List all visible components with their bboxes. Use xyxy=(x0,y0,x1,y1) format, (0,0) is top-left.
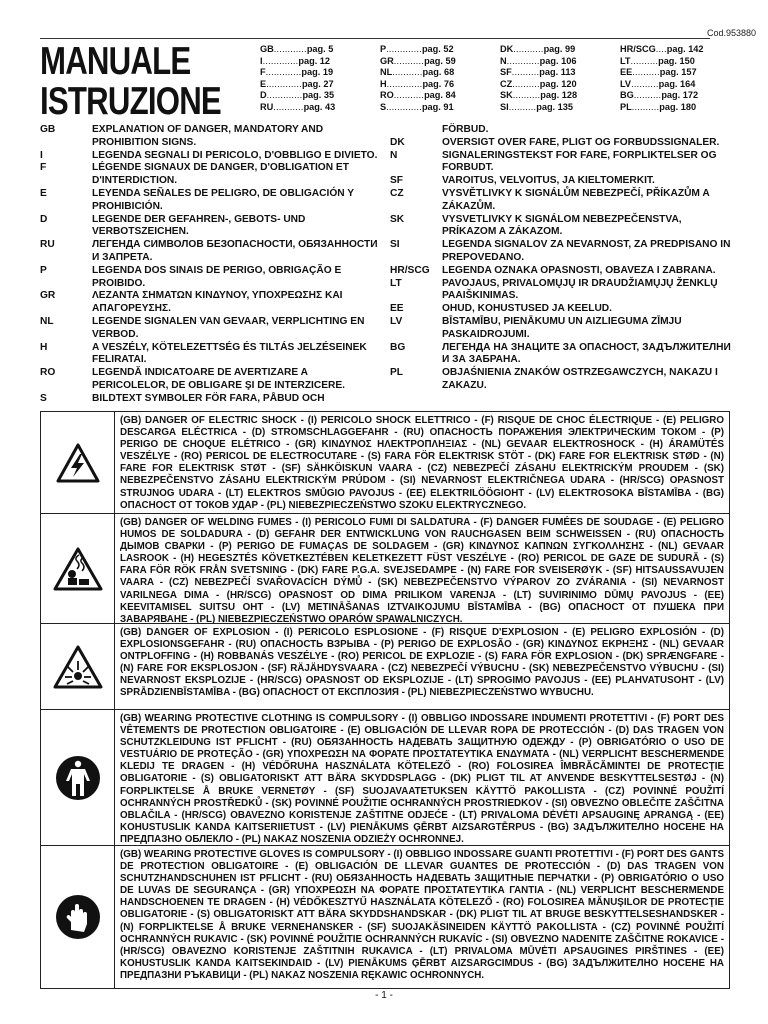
toc-language: PL xyxy=(620,101,632,112)
legend-entry xyxy=(390,239,735,265)
toc-entry xyxy=(500,90,618,102)
toc-language: CZ xyxy=(500,78,513,89)
legend-language-code: GR xyxy=(40,290,56,302)
toc-leader: ............. xyxy=(265,67,302,78)
explosion-warning-icon xyxy=(41,624,115,709)
toc-entry xyxy=(380,79,498,91)
legend-text: VAROITUS, VELVOITUS, JA KIELTOMERKIT. xyxy=(442,175,655,187)
toc-page: pag. 12 xyxy=(298,55,331,66)
toc-language: EE xyxy=(620,67,633,78)
legend-text: A VESZÉLY, KÖTELEZETTSÉG ÉS TILTÁS JELZÉSEINEK FELIRATAI. xyxy=(92,341,367,366)
toc-entry xyxy=(620,90,736,102)
legend-language-code: E xyxy=(40,187,47,199)
toc-entry xyxy=(260,90,378,102)
toc-language: LT xyxy=(620,55,631,66)
toc-column xyxy=(620,44,736,114)
legend-language-code: HR/SCG xyxy=(390,264,430,276)
sign-row-clothing xyxy=(41,710,729,846)
toc-language: I xyxy=(260,55,263,66)
toc-column xyxy=(380,44,498,114)
title-line-1: MANUALE xyxy=(40,40,191,83)
sign-row-explosion xyxy=(41,624,729,710)
sign-row-fumes xyxy=(41,514,729,624)
legend-text: PAVOJAUS, PRIVALOMŲJŲ IR DRAUDŽIAMŲJŲ ŽENKLŲ PAAIŠKINIMAS. xyxy=(442,277,718,302)
toc-column xyxy=(260,44,378,114)
legend-entry xyxy=(40,188,380,214)
legend-entry xyxy=(40,124,380,150)
document-code: Cod.953880 xyxy=(706,28,756,38)
legend-entry xyxy=(390,137,735,150)
legend-text: OVERSIGT OVER FARE, PLIGT OG FORBUDSSIGNALER. xyxy=(442,136,720,148)
toc-leader: .......... xyxy=(512,78,540,89)
table-of-contents xyxy=(260,44,730,114)
legend-language-code: RO xyxy=(40,367,56,379)
toc-entry xyxy=(500,79,618,91)
toc-language: DK xyxy=(500,44,514,54)
toc-language: F xyxy=(260,67,266,78)
toc-page: pag. 99 xyxy=(543,44,576,54)
toc-language: BG xyxy=(620,90,634,101)
legend-entry xyxy=(40,214,380,240)
legend-language-code: LT xyxy=(390,277,402,289)
toc-entry xyxy=(260,79,378,91)
legend-language-code: EE xyxy=(390,303,404,315)
legend-entry xyxy=(40,265,380,291)
toc-leader: ............. xyxy=(386,44,422,54)
legend-language-code: LV xyxy=(390,315,403,327)
legend-language-code: DK xyxy=(390,136,405,148)
toc-language: SI xyxy=(500,101,509,112)
header-rule xyxy=(40,38,710,39)
legend-right-column xyxy=(390,124,735,393)
toc-entry xyxy=(260,102,378,114)
toc-language: NL xyxy=(380,67,393,78)
safety-signs-table xyxy=(40,411,730,989)
toc-language: GB xyxy=(260,44,274,54)
toc-language: E xyxy=(260,78,267,89)
legend-text: LEGENDA OZNAKA OPASNOSTI, OBAVEZA I ZABRANA. xyxy=(442,264,716,276)
legend-text: ΛΕΖΑΝΤΑ ΣΗΜΑΤΩΝ ΚΙΝΔΥΝΟΥ, ΥΠΟΧΡΕΩΣΗΣ ΚΑΙ ΑΠΑΓΟΡΕΥΣΗΣ. xyxy=(92,290,343,315)
legend-entry xyxy=(40,393,380,406)
legend-language-code: F xyxy=(40,162,47,174)
toc-leader: ........... xyxy=(393,55,425,66)
toc-entry xyxy=(260,44,378,56)
toc-leader: ........... xyxy=(513,44,544,54)
legend-text: LEGENDA SEGNALI DI PERICOLO, D'OBBLIGO E DIVIETO. xyxy=(92,149,378,161)
toc-page: pag. 91 xyxy=(421,101,454,112)
legend-language-code: H xyxy=(40,341,48,353)
toc-page: pag. 150 xyxy=(658,55,695,66)
legend-text: ЛЕГЕНДА СИМВОЛОВ БЕЗОПАСНОСТИ, ОБЯЗАННОСТИ И ЗАПРЕТА. xyxy=(92,239,378,263)
toc-leader: .... xyxy=(655,44,667,54)
legend-entry xyxy=(390,124,735,137)
legend-text: VYSVETLIVKY K SIGNÁLOM NEBEZPEČENSTVA, PRÍKAZOM A ZÁKAZOM. xyxy=(442,213,682,238)
toc-page: pag. 120 xyxy=(539,78,577,89)
toc-leader: ............. xyxy=(386,101,422,112)
welding-fumes-warning-icon xyxy=(41,514,115,623)
legend-language-code: CZ xyxy=(390,187,404,199)
legend-left-column xyxy=(40,124,380,406)
toc-entry xyxy=(620,67,736,79)
toc-language: LV xyxy=(620,78,632,89)
legend-text: LEGENDE DER GEFAHREN-, GEBOTS- UND VERBOTSZEICHEN. xyxy=(92,213,306,238)
sign-row-gloves xyxy=(41,846,729,988)
legend-text: LEGENDĂ INDICATOARE DE AVERTIZARE A PERICOLELOR, DE OBLIGARE ŞI DE INTERZICERE. xyxy=(92,367,346,391)
toc-language: SF xyxy=(500,67,512,78)
legend-text: LEYENDA SEÑALES DE PELIGRO, DE OBLIGACIÓN Y PROHIBICIÓN. xyxy=(92,187,354,212)
legend-language-code: NL xyxy=(40,315,54,327)
toc-leader: .......... xyxy=(631,78,659,89)
legend-entry xyxy=(390,175,735,188)
toc-leader: .......... xyxy=(511,67,540,78)
toc-language: GR xyxy=(380,55,394,66)
legend-entry xyxy=(390,303,735,316)
legend-entry xyxy=(390,188,735,214)
legend-entry xyxy=(390,316,735,342)
legend-entry xyxy=(390,367,735,393)
toc-page: pag. 113 xyxy=(539,67,576,78)
legend-language-code: PL xyxy=(390,367,404,379)
legend-language-code xyxy=(390,124,442,137)
legend-text: OBJAŚNIENIA ZNAKÓW OSTRZEGAWCZYCH, NAKAZU I ZAKAZU. xyxy=(442,367,718,391)
legend-entry xyxy=(390,342,735,368)
sign-description: (GB) WEARING PROTECTIVE GLOVES IS COMPULSORY - (I) OBBLIGO INDOSSARE GUANTI PROTETTIVI - (F) PORT DES GANTS DE PROTECTION OBLIGATOIRE - (E) OBLIGACIÓN DE LLEVAR GUANTES DE PROTECCIÓN - (D) DAS TRAGEN VON SCHUTZHANDSCHUHEN IST PFLICHT - (RU) ОБЯЗАННОСТЬ НАДЕВАТЬ ЗАЩИТНЫЕ ПЕРЧАТКИ - (P) OBRIGATÓRIO O USO DE LUVAS DE SEGURANÇA - (GR) ΥΠΟΧΡΕΩΣΗ ΝΑ ΦΟΡΑΤΕ ΠΡΟΣΤΑΤΕΥΤΙΚΑ ΓΑΝΤΙΑ - (NL) VERPLICHT BESCHERMENDE HANDSCHOENEN TE DRAGEN - (H) VÉDŐKESZTYŰ HASZNÁLATA KÖTELEZŐ - (RO) FOLOSIREA MĂNUŞILOR DE PROTECŢIE OBLIGATORIE - (S) OBLIGATORISKT ATT BÄRA SKYDDSHANDSKAR - (DK) PLIGT TIL AT BRUGE BESKYTTELSESHANDSKER - (N) FORPLIKTELSE Å BRUKE VERNEHANSKER - (SF) SUOJAKÄSINEIDEN KÄYTTÖ PAKOLLISTA - (CZ) POVINNÉ POUŽITÍ OCHRANNÝCH RUKAVIC - (SK) POVINNÉ POUŽITIE OCHRANNÝCH RUKAVÍC - (SI) OBVEZNO NADENITE ZAŠČITNE ROKAVICE - (HR/SCG) OBAVEZNO KORISTENJE ZAŠTITNIH RUKAVICA - (LT) PRIVALOMA MŪVĖTI APSAUGINES PIRŠTINES - (EE) KOHUSTUSLIK KANDA KAITSEKINDAID - (LV) PIENĀKUMS ĢĒRBT AIZSARGCIMDUS - (BG) ЗАДЪЛЖИТЕЛНО НОСЕНЕ НА ПРЕДПАЗНИ РЪКАВИЦИ - (PL) NAKAZ NOSZENIA RĘKAWIC OCHRONNYCH. xyxy=(120,849,724,981)
toc-leader: .......... xyxy=(512,90,541,101)
electric-shock-warning-icon xyxy=(41,412,115,513)
toc-entry xyxy=(620,102,736,114)
legend-text: LEGENDE SIGNALEN VAN GEVAAR, VERPLICHTING EN VERBOD. xyxy=(92,315,365,340)
legend-language-code: SK xyxy=(390,213,405,225)
toc-page: pag. 59 xyxy=(424,55,456,66)
legend-entry xyxy=(40,290,380,316)
toc-entry xyxy=(500,56,618,68)
toc-entry xyxy=(380,56,498,68)
toc-leader: ........... xyxy=(393,90,425,101)
sign-row-electric xyxy=(41,412,729,514)
toc-leader: ............. xyxy=(266,90,303,101)
toc-language: P xyxy=(380,44,387,54)
toc-leader: .......... xyxy=(630,55,659,66)
legend-entry xyxy=(40,162,380,188)
toc-leader: .......... xyxy=(633,90,662,101)
legend-language-code: SF xyxy=(390,175,404,187)
legend-entry xyxy=(40,342,380,368)
toc-language: N xyxy=(500,55,507,66)
toc-page: pag. 157 xyxy=(659,67,697,78)
toc-column xyxy=(500,44,618,114)
legend-text: LÉGENDE SIGNAUX DE DANGER, D'OBLIGATION ET D'INTERDICTION. xyxy=(92,162,349,187)
toc-page: pag. 84 xyxy=(424,90,456,101)
toc-language: D xyxy=(260,90,267,101)
legend-language-code: SI xyxy=(390,239,400,251)
legend-text: EXPLANATION OF DANGER, MANDATORY AND PROHIBITION SIGNS. xyxy=(92,124,324,148)
legend-language-code: RU xyxy=(40,239,55,251)
legend-text: LEGENDA SIGNALOV ZA NEVARNOST, ZA PREDPISANO IN PREPOVEDANO. xyxy=(442,239,731,263)
toc-page: pag. 142 xyxy=(666,44,704,54)
toc-leader: ............. xyxy=(266,78,302,89)
toc-page: pag. 135 xyxy=(536,101,573,112)
toc-entry xyxy=(500,67,618,79)
toc-leader: .......... xyxy=(631,101,660,112)
toc-leader: .......... xyxy=(508,101,537,112)
toc-page: pag. 68 xyxy=(422,67,455,78)
toc-page: pag. 180 xyxy=(659,101,697,112)
legend-text: ЛЕГЕНДА НА ЗНАЦИТЕ ЗА ОПАСНОСТ, ЗАДЪЛЖИТЕЛНИ И ЗА ЗАБРАНА. xyxy=(442,341,731,366)
toc-entry xyxy=(380,90,498,102)
toc-entry xyxy=(620,56,736,68)
toc-page: pag. 5 xyxy=(306,44,334,54)
legend-entry xyxy=(40,316,380,342)
toc-page: pag. 76 xyxy=(422,78,455,89)
toc-entry xyxy=(380,44,498,56)
toc-page: pag. 172 xyxy=(661,90,699,101)
legend-text: BILDTEXT SYMBOLER FÖR FARA, PÅBUD OCH xyxy=(92,392,325,404)
legend-text: VYSVĚTLIVKY K SIGNÁLŮM NEBEZPEČÍ, PŘÍKAZŮM A ZÁKAZŮM. xyxy=(442,187,710,212)
toc-page: pag. 164 xyxy=(658,78,696,89)
sign-description: (GB) DANGER OF EXPLOSION - (I) PERICOLO ESPLOSIONE - (F) RISQUE D'EXPLOSION - (E) PELIGRO EXPLOSIÓN - (D) EXPLOSIONSGEFAHR - (RU) ОПАСНОСТЬ ВЗРЫВА - (P) PERIGO DE EXPLOSÃO - (GR) ΚΙΝΔΥΝΟΣ ΕΚΡΗΞΗΣ - (NL) GEVAAR ONTPLOFFING - (H) ROBBANÁS VESZÉLYE - (RO) PERICOL DE EXPLOZIE - (S) FARA FÖR EXPLOSION - (DK) SPRÆNGFARE - (N) FARE FOR EKSPLOSJON - (SF) RÄJÄHDYSVAARA - (CZ) NEBEZPEČÍ VÝBUCHU - (SK) NEBEZPEČENSTVO VÝBUCHU - (SI) NEVARNOST EKSPLOZIJE - (HR/SCG) OPASNOST OD EKSPLOZIJE - (LT) SPROGIMO PAVOJUS - (EE) PLAHVATUSOHT - (LV) SPRĀDZIENBĪSTAMĪBA - (BG) ОПАСНОСТ ОТ ЕКСПЛОЗИЯ - (PL) NIEBEZPIECZEŃSTWO WYBUCHU. xyxy=(120,627,724,699)
legend-text: LEGENDA DOS SINAIS DE PERIGO, OBRIGAÇÃO E PROIBIDO. xyxy=(92,264,342,289)
legend-entry xyxy=(40,367,380,393)
toc-entry xyxy=(260,67,378,79)
legend-entry xyxy=(390,150,735,176)
toc-page: pag. 27 xyxy=(301,78,334,89)
toc-entry xyxy=(500,44,618,56)
toc-entry xyxy=(260,56,378,68)
toc-language: S xyxy=(380,101,387,112)
toc-page: pag. 52 xyxy=(421,44,454,54)
legend-entry xyxy=(390,265,735,278)
toc-page: pag. 128 xyxy=(540,90,578,101)
toc-page: pag. 35 xyxy=(302,90,335,101)
toc-page: pag. 106 xyxy=(539,55,577,66)
legend-text: FÖRBUD. xyxy=(442,124,489,135)
page-number: - 1 - xyxy=(375,990,393,1001)
toc-language: RO xyxy=(380,90,394,101)
legend-text: OHUD, KOHUSTUSED JA KEELUD. xyxy=(442,303,612,315)
legend-entry xyxy=(390,278,735,304)
legend-language-code: N xyxy=(390,149,398,161)
toc-entry xyxy=(620,44,736,56)
toc-entry xyxy=(620,79,736,91)
legend-language-code: I xyxy=(40,149,43,161)
toc-leader: ............. xyxy=(386,78,423,89)
toc-leader: ............. xyxy=(262,55,299,66)
sign-description: (GB) WEARING PROTECTIVE CLOTHING IS COMPULSORY - (I) OBBLIGO INDOSSARE INDUMENTI PROTETTIVI - (F) PORT DES VÊTEMENTS DE PROTECTION OBLIGATOIRE - (E) OBLIGACIÓN DE LLEVAR ROPA DE PROTECCIÓN - (D) DAS TRAGEN VON SCHUTZKLEIDUNG IST PFLICHT - (RU) ОБЯЗАННОСТЬ НАДЕВАТЬ ЗАЩИТНУЮ ОДЕЖДУ - (P) OBRIGATÓRIO O USO DE VESTUÁRIO DE PROTEÇÃO - (GR) ΥΠΟΧΡΕΩΣΗ ΝΑ ΦΟΡΑΤΕ ΠΡΟΣΤΑΤΕΥΤΙΚΑ ΕΝΔΥΜΑΤΑ - (NL) VERPLICHT BESCHERMENDE KLEDIJ TE DRAGEN - (H) VÉDŐRUHA HASZNÁLATA KÖTELEZŐ - (RO) FOLOSIREA ÎMBRĂCĂMINTEI DE PROTECŢIE OBLIGATORIE - (S) OBLIGATORISKT ATT BÄRA SKYDDSPLAGG - (DK) PLIGT TIL AT ANVENDE BESKYTTELSESTØJ - (N) FORPLIKTELSE Å BRUKE VERNETØY - (SF) SUOJAVAATETUKSEN KÄYTTÖ PAKOLLISTA - (CZ) POVINNÉ POUŽITÍ OCHRANNÝCH PROSTŘEDKŮ - (SK) POVINNÉ POUŽITIE OCHRANNÝCH PROSTRIEDKOV - (SI) OBVEZNO OBLEČITE ZAŠČITNA OBLAČILA - (HR/SCG) OBAVEZNO KORISTENJE ZAŠTITNE ODJEĆE - (LT) PRIVALOMA DĖVĖTI APSAUGINĘ APRANGĄ - (EE) KOHUSTUSLIK KANDA KAITSERIIETUST - (LV) PIENĀKUMS ĢĒRBT AIZSARGTĒRPUS - (BG) ЗАДЪЛЖИТЕЛНО НОСЕНЕ НА ПРЕДПАЗНО ОБЛЕКЛО - (PL) NAKAZ NOSZENIA ODZIEŻY OCHRONNEJ. xyxy=(120,713,724,845)
sign-description: (GB) DANGER OF WELDING FUMES - (I) PERICOLO FUMI DI SALDATURA - (F) DANGER FUMÉES DE SOUDAGE - (E) PELIGRO HUMOS DE SOLDADURA - (D) GEFAHR DER ENTWICKLUNG VON RAUCHGASEN BEIM SCHWEISSEN - (RU) ОПАСНОСТЬ ДЫМОВ СВАРКИ - (P) PERIGO DE FUMAÇAS DE SOLDAGEM - (GR) ΚΙΝΔΥΝΟΣ ΚΑΠΝΩΝ ΣΥΓΚΟΛΛΗΣΗΣ - (NL) GEVAAR LASROOK - (H) HEGESZTÉS KÖVETKEZTÉBEN KELETKEZETT FÜST VESZÉLYE - (RO) PERICOL DE GAZE DE SUDURĂ - (S) FARA FÖR RÖK FRÅN SVETSNING - (DK) FARE P.G.A. SVEJSEDAMPE - (N) FARE FOR SVEISERØYK - (SF) HITSAUSSAVUJEN VAARA - (CZ) NEBEZPEČÍ SVAŘOVACÍCH DÝMŮ - (SK) NEBEZPEČENSTVO VÝPAROV ZO ZVÁRANIA - (SI) NEVARNOST VARILNEGA DIMA - (HR/SCG) OPASNOST OD DIMA PRILIKOM VARENJA - (LT) SUVIRINIMO DŪMŲ PAVOJUS - (EE) KEEVITAMISEL SUITSU OHT - (LV) METINĀŠANAS IZTVAIKOJUMU BĪSTAMĪBA - (BG) ОПАСНОСТ ОТ ПУШЕКА ПРИ ЗАВАРЯВАНЕ - (PL) NIEBEZPIECZEŃSTWO OPARÓW SPAWALNICZYCH. xyxy=(120,517,724,623)
legend-text: BĪSTAMĪBU, PIENĀKUMU UN AIZLIEGUMA ZĪMJU PASKAIDROJUMI. xyxy=(442,315,682,340)
toc-language: H xyxy=(380,78,387,89)
toc-entry xyxy=(500,102,618,114)
legend-language-code: S xyxy=(40,392,47,404)
toc-entry xyxy=(380,67,498,79)
toc-leader: ........... xyxy=(392,67,423,78)
toc-language: HR/SCG xyxy=(620,44,656,54)
toc-page: pag. 43 xyxy=(303,101,336,112)
toc-leader: ............ xyxy=(506,55,540,66)
legend-language-code: GB xyxy=(40,124,56,135)
sign-description: (GB) DANGER OF ELECTRIC SHOCK - (I) PERICOLO SHOCK ELETTRICO - (F) RISQUE DE CHOC ÉLECTRIQUE - (E) PELIGRO DESCARGA ELÉCTRICA - (D) STROMSCHLAGGEFAHR - (RU) ОПАСНОСТЬ ПОРАЖЕНИЯ ЭЛЕКТРИЧЕСКИМ ТОКОМ - (P) PERIGO DE CHOQUE ELÉTRICO - (GR) ΚΙΝΔΥΝΟΣ ΗΛΕΚΤΡΟΠΛΗΞΙΑΣ - (NL) GEVAAR ELEKTROSHOCK - (H) ÁRAMÜTÉS VESZÉLYE - (RO) PERICOL DE ELECTROCUTARE - (S) FARA FÖR ELEKTRISK STÖT - (DK) FARE FOR ELEKTRISK STØD - (N) FARE FOR ELEKTRISK STØT - (SF) SÄHKÖISKUN VAARA - (CZ) NEBEZPEČÍ ZÁSAHU ELEKTRICKÝM PROUDEM - (SK) NEBEZPEČENSTVO ZÁSAHU ELEKTRICKÝM PRÚDOM - (SI) NEVARNOST ELEKTRIČNEGA UDARA - (HR/SCG) OPASNOST STRUJNOG UDARA - (LT) ELEKTROS SMŪGIO PAVOJUS - (EE) ELEKTRILÖÖGIOHT - (LV) ELEKTROSOKA BĪSTAMĪBA - (BG) ОПАСНОСТ ОТ ТОКОВ УДАР - (PL) NIEBEZPIECZEŃSTWO SZOKU ELEKTRYCZNEGO. xyxy=(120,415,724,511)
protective-clothing-icon xyxy=(41,710,115,845)
legend-language-code: BG xyxy=(390,341,406,353)
legend-entry xyxy=(40,150,380,163)
legend-language-code: P xyxy=(40,264,47,276)
toc-language: RU xyxy=(260,101,274,112)
title-line-2: ISTRUZIONE xyxy=(40,80,221,123)
legend-entry xyxy=(390,214,735,240)
legend-text: SIGNALERINGSTEKST FOR FARE, FORPLIKTELSER OG FORBUDT. xyxy=(442,149,717,174)
toc-entry xyxy=(380,102,498,114)
toc-page: pag. 19 xyxy=(301,67,334,78)
legend-entry xyxy=(40,239,380,265)
toc-leader: ........... xyxy=(273,101,304,112)
manual-title xyxy=(40,42,260,122)
toc-language: SK xyxy=(500,90,513,101)
toc-leader: .......... xyxy=(632,67,660,78)
legend-language-code: D xyxy=(40,213,48,225)
toc-leader: ............ xyxy=(273,44,307,54)
protective-gloves-icon xyxy=(41,846,115,988)
